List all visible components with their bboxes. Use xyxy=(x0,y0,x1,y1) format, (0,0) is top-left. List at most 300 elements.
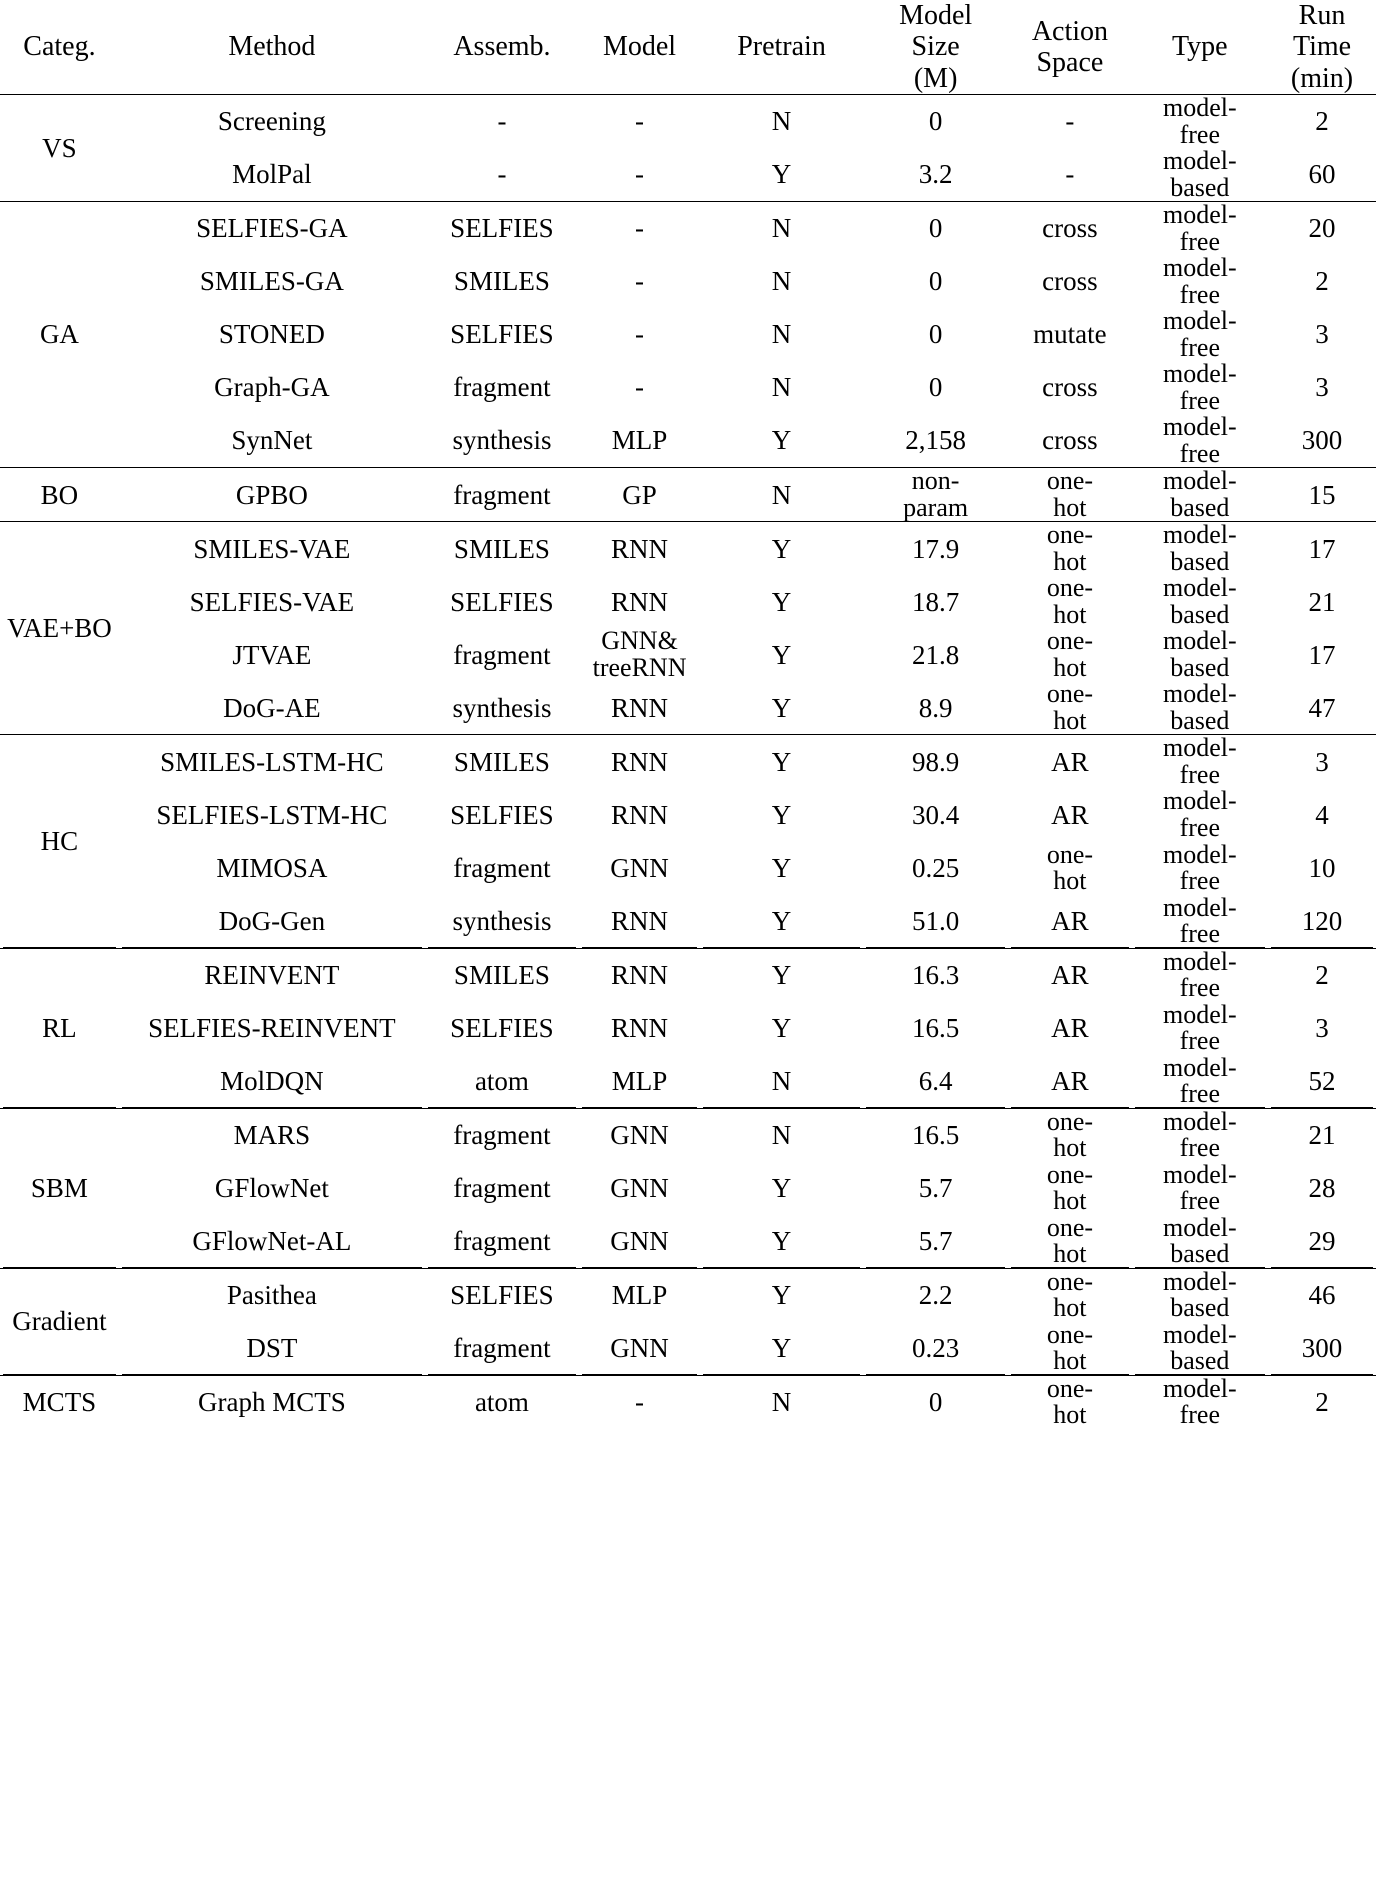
table-row xyxy=(0,414,1376,468)
model-cell: MLP xyxy=(579,1268,700,1322)
type-cell-line: based xyxy=(1170,652,1230,682)
model-size-cell xyxy=(863,1055,1008,1109)
model-size-cell-line: 6.4 xyxy=(918,1065,953,1096)
assembly-cell: fragment xyxy=(425,468,579,522)
pretrain-cell: N xyxy=(700,95,863,149)
model-size-cell xyxy=(863,681,1008,735)
assembly-cell: fragment xyxy=(453,1225,551,1256)
model-cell: GNN xyxy=(610,852,669,883)
action-space-cell-line: AR xyxy=(1051,799,1089,830)
category-cell: HC xyxy=(0,735,119,948)
type-cell xyxy=(1132,255,1268,308)
action-space-cell-line: one- xyxy=(1046,679,1094,709)
column-header-line: Space xyxy=(1036,47,1104,79)
pretrain-cell: Y xyxy=(771,799,792,830)
table-row xyxy=(0,735,1376,789)
type-cell-line: model- xyxy=(1162,999,1237,1029)
assembly-cell: SMILES xyxy=(453,266,550,297)
method-cell: MIMOSA xyxy=(216,852,328,883)
pretrain-cell: Y xyxy=(771,1333,792,1363)
pretrain-cell: Y xyxy=(771,1012,792,1043)
category-cell: MCTS xyxy=(0,1375,119,1429)
model-size-cell xyxy=(863,895,1008,949)
action-space-cell-line: hot xyxy=(1053,1133,1087,1163)
type-cell xyxy=(1132,1108,1268,1162)
action-space-cell-line: hot xyxy=(1053,652,1087,682)
type-cell-line: model- xyxy=(1162,412,1237,442)
model-size-cell-line: 0 xyxy=(928,372,943,403)
column-header-action xyxy=(1008,0,1131,95)
table-row xyxy=(0,842,1376,895)
action-space-cell-line: one- xyxy=(1046,1319,1094,1349)
action-space-cell-line: hot xyxy=(1053,866,1087,896)
pretrain-cell: Y xyxy=(700,1268,863,1322)
method-cell: GFlowNet-AL xyxy=(192,1225,352,1256)
type-cell-line: free xyxy=(1179,1133,1220,1163)
column-header-line: Model xyxy=(899,0,973,31)
table-row xyxy=(0,1215,1376,1269)
type-cell xyxy=(1132,148,1268,202)
action-space-cell-line: one- xyxy=(1046,1266,1094,1296)
model-size-cell-line: param xyxy=(903,492,969,522)
method-cell: SELFIES-REINVENT xyxy=(148,1012,396,1043)
method-cell: DST xyxy=(246,1333,298,1363)
assembly-cell: fragment xyxy=(453,372,551,403)
table-row xyxy=(0,95,1376,149)
type-cell-line: model- xyxy=(1162,1159,1237,1189)
model-size-cell xyxy=(863,522,1008,576)
method-cell: SELFIES-VAE xyxy=(189,586,355,617)
action-space-cell xyxy=(1008,575,1131,628)
model-size-cell xyxy=(863,1268,1008,1322)
runtime-cell: 52 xyxy=(1308,1065,1336,1096)
category-cell: RL xyxy=(0,948,119,1108)
type-cell xyxy=(1132,522,1268,576)
type-cell-line: model- xyxy=(1162,1106,1237,1136)
type-cell-line: model- xyxy=(1162,466,1237,496)
type-cell xyxy=(1132,414,1268,468)
category-cell: VS xyxy=(0,95,119,202)
action-space-cell xyxy=(1008,308,1131,361)
table-body xyxy=(0,95,1376,1429)
action-space-cell xyxy=(1008,202,1131,256)
type-cell-line: free xyxy=(1179,1079,1220,1109)
model-size-cell xyxy=(863,788,1008,841)
type-cell xyxy=(1132,1159,1268,1216)
model-size-cell-line: 16.5 xyxy=(912,1119,960,1150)
model-cell: - xyxy=(579,202,700,256)
column-header-line: Type xyxy=(1172,31,1228,63)
type-cell-line: based xyxy=(1170,172,1230,202)
type-cell-line: model- xyxy=(1162,892,1237,922)
model-size-cell xyxy=(863,1215,1008,1269)
assembly-cell: SELFIES xyxy=(450,319,554,350)
column-header-line: Run xyxy=(1298,0,1346,31)
action-space-cell-line: AR xyxy=(1051,1012,1089,1043)
action-space-cell-line: hot xyxy=(1053,492,1087,522)
action-space-cell-line: hot xyxy=(1053,1239,1087,1269)
model-size-cell-line: 16.5 xyxy=(912,1012,960,1043)
model-size-cell xyxy=(863,361,1008,414)
type-cell-line: model- xyxy=(1162,786,1237,816)
method-cell: Screening xyxy=(119,95,425,149)
model-size-cell-line: 0 xyxy=(928,1387,943,1418)
method-cell: SMILES-GA xyxy=(199,266,344,297)
model-cell: GNN xyxy=(610,1333,669,1363)
model-size-cell-line: non- xyxy=(911,466,960,496)
table-row xyxy=(0,202,1376,256)
type-cell-line: model- xyxy=(1162,733,1237,763)
action-space-cell xyxy=(1008,1212,1131,1269)
assembly-cell: - xyxy=(497,159,507,190)
assembly-cell: fragment xyxy=(425,1108,579,1162)
model-cell: GNN xyxy=(610,1172,669,1203)
column-header-pretrain xyxy=(700,0,863,95)
method-cell: Pasithea xyxy=(119,1268,425,1322)
action-space-cell xyxy=(1008,1055,1131,1109)
column-header-line: Size xyxy=(911,31,960,63)
method-cell: SMILES-VAE xyxy=(119,522,425,576)
runtime-cell: 3 xyxy=(1268,735,1376,789)
runtime-cell: 47 xyxy=(1308,692,1336,723)
runtime-cell: 10 xyxy=(1308,852,1336,883)
type-cell xyxy=(1132,575,1268,628)
type-cell-line: based xyxy=(1170,1239,1230,1269)
model-size-cell-line: 0 xyxy=(928,266,943,297)
type-cell-line: model- xyxy=(1162,573,1237,603)
type-cell-line: free xyxy=(1179,385,1220,415)
pretrain-cell: Y xyxy=(771,159,792,190)
runtime-cell: 21 xyxy=(1308,586,1336,617)
model-size-cell-line: 98.9 xyxy=(912,746,960,777)
assembly-cell: SELFIES xyxy=(425,1268,579,1322)
action-space-cell xyxy=(1008,839,1131,896)
category-cell: Gradient xyxy=(0,1268,119,1375)
category-cell: GA xyxy=(0,202,119,468)
type-cell xyxy=(1132,788,1268,841)
method-cell: DoG-Gen xyxy=(218,905,326,936)
type-cell xyxy=(1132,308,1268,361)
type-cell xyxy=(1132,948,1268,1002)
model-size-cell xyxy=(863,308,1008,361)
column-header-line: Method xyxy=(228,31,316,63)
type-cell xyxy=(1132,735,1268,789)
model-size-cell xyxy=(863,1162,1008,1215)
action-space-cell xyxy=(1008,1108,1131,1162)
model-cell: MLP xyxy=(611,1065,668,1096)
type-cell-line: based xyxy=(1170,599,1230,629)
column-header-line: Pretrain xyxy=(737,31,826,63)
table-row xyxy=(0,948,1376,1002)
pretrain-cell: N xyxy=(700,1375,863,1429)
assembly-cell: fragment xyxy=(453,639,551,670)
header-row xyxy=(0,0,1376,95)
action-space-cell-line: - xyxy=(1065,159,1075,190)
category-cell: VAE+BO xyxy=(0,522,119,735)
column-header-model xyxy=(579,0,700,95)
method-cell: MolDQN xyxy=(220,1065,324,1096)
model-cell: GP xyxy=(579,468,700,522)
type-cell xyxy=(1132,681,1268,735)
assembly-cell: synthesis xyxy=(452,425,552,456)
action-space-cell xyxy=(1008,522,1131,576)
model-size-cell xyxy=(863,255,1008,308)
runtime-cell: 17 xyxy=(1308,639,1336,670)
type-cell-line: free xyxy=(1179,866,1220,896)
table-row xyxy=(0,1322,1376,1376)
action-space-cell-line: hot xyxy=(1053,705,1087,735)
action-space-cell-line: one- xyxy=(1046,520,1094,550)
assembly-cell: SELFIES xyxy=(450,799,554,830)
type-cell-line: model- xyxy=(1162,679,1237,709)
method-cell: DoG-AE xyxy=(223,692,321,723)
action-space-cell-line: cross xyxy=(1042,266,1098,297)
model-size-cell-line: 30.4 xyxy=(912,799,960,830)
model-size-cell-line: 3.2 xyxy=(918,159,953,190)
action-space-cell xyxy=(1008,1159,1131,1216)
assembly-cell: SELFIES xyxy=(450,586,554,617)
column-header-categ xyxy=(0,0,119,95)
type-cell-line: free xyxy=(1179,119,1220,149)
pretrain-cell: N xyxy=(700,1108,863,1162)
model-cell: RNN xyxy=(611,692,669,723)
model-size-cell-line: 0.25 xyxy=(912,852,960,883)
column-header-assemb xyxy=(425,0,579,95)
column-header-line: Time xyxy=(1292,31,1352,63)
action-space-cell-line: hot xyxy=(1053,1400,1087,1430)
pretrain-cell: Y xyxy=(771,905,792,936)
action-space-cell-line: hot xyxy=(1053,1346,1087,1376)
method-cell: MolPal xyxy=(232,159,312,190)
action-space-cell-line: one- xyxy=(1046,839,1094,869)
method-cell: JTVAE xyxy=(232,639,312,670)
action-space-cell xyxy=(1008,788,1131,841)
runtime-cell: 21 xyxy=(1268,1108,1376,1162)
action-space-cell-line: mutate xyxy=(1033,319,1107,350)
table-row xyxy=(0,255,1376,308)
action-space-cell xyxy=(1008,1268,1131,1322)
runtime-cell: 120 xyxy=(1301,905,1343,936)
type-cell xyxy=(1132,1212,1268,1269)
table-row xyxy=(0,681,1376,735)
column-header-type xyxy=(1132,0,1268,95)
method-cell: SELFIES-GA xyxy=(119,202,425,256)
action-space-cell-line: hot xyxy=(1053,1186,1087,1216)
type-cell-line: based xyxy=(1170,705,1230,735)
column-header-runtime xyxy=(1268,0,1376,95)
model-cell: - xyxy=(635,266,645,297)
action-space-cell xyxy=(1008,148,1131,202)
runtime-cell: 2 xyxy=(1268,1375,1376,1429)
model-size-cell xyxy=(863,1322,1008,1376)
type-cell xyxy=(1132,202,1268,256)
model-size-cell-line: 2,158 xyxy=(905,425,966,456)
type-cell-line: model- xyxy=(1162,1266,1237,1296)
action-space-cell xyxy=(1008,468,1131,522)
table-row xyxy=(0,1375,1376,1429)
method-cell: Graph MCTS xyxy=(119,1375,425,1429)
assembly-cell: SMILES xyxy=(425,735,579,789)
assembly-cell: SELFIES xyxy=(450,1012,554,1043)
runtime-cell: 2 xyxy=(1315,266,1329,297)
action-space-cell-line: one- xyxy=(1046,1373,1094,1403)
model-cell: RNN xyxy=(611,799,669,830)
runtime-cell: 4 xyxy=(1315,799,1329,830)
type-cell-line: model- xyxy=(1162,946,1237,976)
assembly-cell: synthesis xyxy=(452,692,552,723)
runtime-cell: 17 xyxy=(1268,522,1376,576)
runtime-cell: 20 xyxy=(1268,202,1376,256)
table-row xyxy=(0,628,1376,681)
column-header-line: Categ. xyxy=(23,31,96,63)
type-cell xyxy=(1132,628,1268,681)
pretrain-cell: Y xyxy=(700,735,863,789)
model-cell-line: GNN& xyxy=(601,626,678,656)
model-size-cell-line: 2.2 xyxy=(918,1279,953,1310)
model-cell: RNN xyxy=(611,586,669,617)
column-header-size xyxy=(863,0,1008,95)
model-size-cell xyxy=(863,414,1008,468)
pretrain-cell: Y xyxy=(771,1172,792,1203)
action-space-cell xyxy=(1008,414,1131,468)
action-space-cell xyxy=(1008,1002,1131,1055)
action-space-cell-line: hot xyxy=(1053,599,1087,629)
assembly-cell: fragment xyxy=(453,1333,551,1363)
pretrain-cell: Y xyxy=(771,586,792,617)
type-cell-line: free xyxy=(1179,279,1220,309)
method-cell: STONED xyxy=(218,319,325,350)
action-space-cell-line: cross xyxy=(1042,213,1098,244)
category-cell: BO xyxy=(0,468,119,522)
type-cell-line: model- xyxy=(1162,200,1237,230)
model-size-cell-line: 0 xyxy=(928,106,943,137)
type-cell-line: model- xyxy=(1162,306,1237,336)
type-cell-line: based xyxy=(1170,1293,1230,1323)
method-cell: SELFIES-LSTM-HC xyxy=(156,799,388,830)
action-space-cell xyxy=(1008,681,1131,735)
table-row xyxy=(0,895,1376,949)
runtime-cell: 300 xyxy=(1301,425,1343,456)
pretrain-cell: N xyxy=(771,372,792,403)
assembly-cell: SMILES xyxy=(425,522,579,576)
model-size-cell xyxy=(863,948,1008,1002)
action-space-cell xyxy=(1008,1319,1131,1376)
type-cell xyxy=(1132,361,1268,414)
column-header-line: Model xyxy=(602,31,677,63)
model-cell xyxy=(579,628,700,681)
type-cell-line: free xyxy=(1179,226,1220,256)
pretrain-cell: Y xyxy=(700,948,863,1002)
model-size-cell xyxy=(863,148,1008,202)
action-space-cell-line: - xyxy=(1065,106,1075,137)
assembly-cell: SMILES xyxy=(425,948,579,1002)
action-space-cell-line: one- xyxy=(1046,1159,1094,1189)
action-space-cell-line: hot xyxy=(1053,546,1087,576)
table-row xyxy=(0,575,1376,628)
action-space-cell-line: hot xyxy=(1053,1293,1087,1323)
pretrain-cell: N xyxy=(771,266,792,297)
model-size-cell-line: 0 xyxy=(928,213,943,244)
model-size-cell xyxy=(863,1375,1008,1429)
action-space-cell xyxy=(1008,255,1131,308)
table-row xyxy=(0,1162,1376,1215)
model-cell: RNN xyxy=(579,735,700,789)
model-cell: GNN xyxy=(610,1225,669,1256)
pretrain-cell: Y xyxy=(771,639,792,670)
model-size-cell-line: 16.3 xyxy=(912,959,960,990)
model-cell-line: treeRNN xyxy=(592,652,687,682)
model-cell: - xyxy=(635,319,645,350)
column-header-line: (M) xyxy=(913,62,958,94)
type-cell-line: free xyxy=(1179,919,1220,949)
action-space-cell-line: one- xyxy=(1046,573,1094,603)
column-header-line: Assemb. xyxy=(453,31,551,63)
model-size-cell xyxy=(863,1108,1008,1162)
method-cell: MARS xyxy=(119,1108,425,1162)
type-cell xyxy=(1132,1375,1268,1429)
type-cell-line: free xyxy=(1179,332,1220,362)
action-space-cell-line: cross xyxy=(1042,425,1098,456)
assembly-cell: atom xyxy=(474,1065,529,1096)
pretrain-cell: N xyxy=(771,319,792,350)
action-space-cell-line: cross xyxy=(1042,372,1098,403)
action-space-cell-line: AR xyxy=(1051,959,1089,990)
runtime-cell: 29 xyxy=(1308,1225,1336,1256)
type-cell-line: model- xyxy=(1162,146,1237,176)
model-cell: RNN xyxy=(611,1012,669,1043)
table-row xyxy=(0,468,1376,522)
model-cell: GNN xyxy=(579,1108,700,1162)
model-cell: MLP xyxy=(611,425,668,456)
type-cell-line: model- xyxy=(1162,520,1237,550)
model-cell: RNN xyxy=(611,905,669,936)
type-cell xyxy=(1132,468,1268,522)
type-cell xyxy=(1132,1268,1268,1322)
action-space-cell-line: AR xyxy=(1051,1065,1089,1096)
action-space-cell xyxy=(1008,735,1131,789)
assembly-cell: synthesis xyxy=(452,905,552,936)
action-space-cell-line: one- xyxy=(1046,466,1094,496)
table-row xyxy=(0,1268,1376,1322)
model-size-cell xyxy=(863,735,1008,789)
runtime-cell: 2 xyxy=(1268,95,1376,149)
model-size-cell xyxy=(863,628,1008,681)
model-cell: RNN xyxy=(579,948,700,1002)
table-header xyxy=(0,0,1376,95)
type-cell-line: model- xyxy=(1162,626,1237,656)
type-cell-line: model- xyxy=(1162,1052,1237,1082)
table-row xyxy=(0,361,1376,414)
runtime-cell: 15 xyxy=(1268,468,1376,522)
pretrain-cell: N xyxy=(700,468,863,522)
type-cell-line: model- xyxy=(1162,1212,1237,1242)
model-size-cell-line: 0 xyxy=(928,319,943,350)
model-size-cell-line: 0.23 xyxy=(912,1333,960,1363)
column-header-method xyxy=(119,0,425,95)
column-header-line: (min) xyxy=(1290,62,1354,94)
model-cell: - xyxy=(579,1375,700,1429)
runtime-cell: 3 xyxy=(1315,372,1329,403)
type-cell xyxy=(1132,839,1268,896)
model-size-cell-line: 18.7 xyxy=(912,586,960,617)
model-size-cell xyxy=(863,842,1008,895)
model-cell: - xyxy=(635,372,645,403)
table-row xyxy=(0,1055,1376,1109)
type-cell-line: based xyxy=(1170,492,1230,522)
pretrain-cell: Y xyxy=(771,425,792,456)
assembly-cell: SELFIES xyxy=(425,202,579,256)
model-cell: - xyxy=(635,159,645,190)
